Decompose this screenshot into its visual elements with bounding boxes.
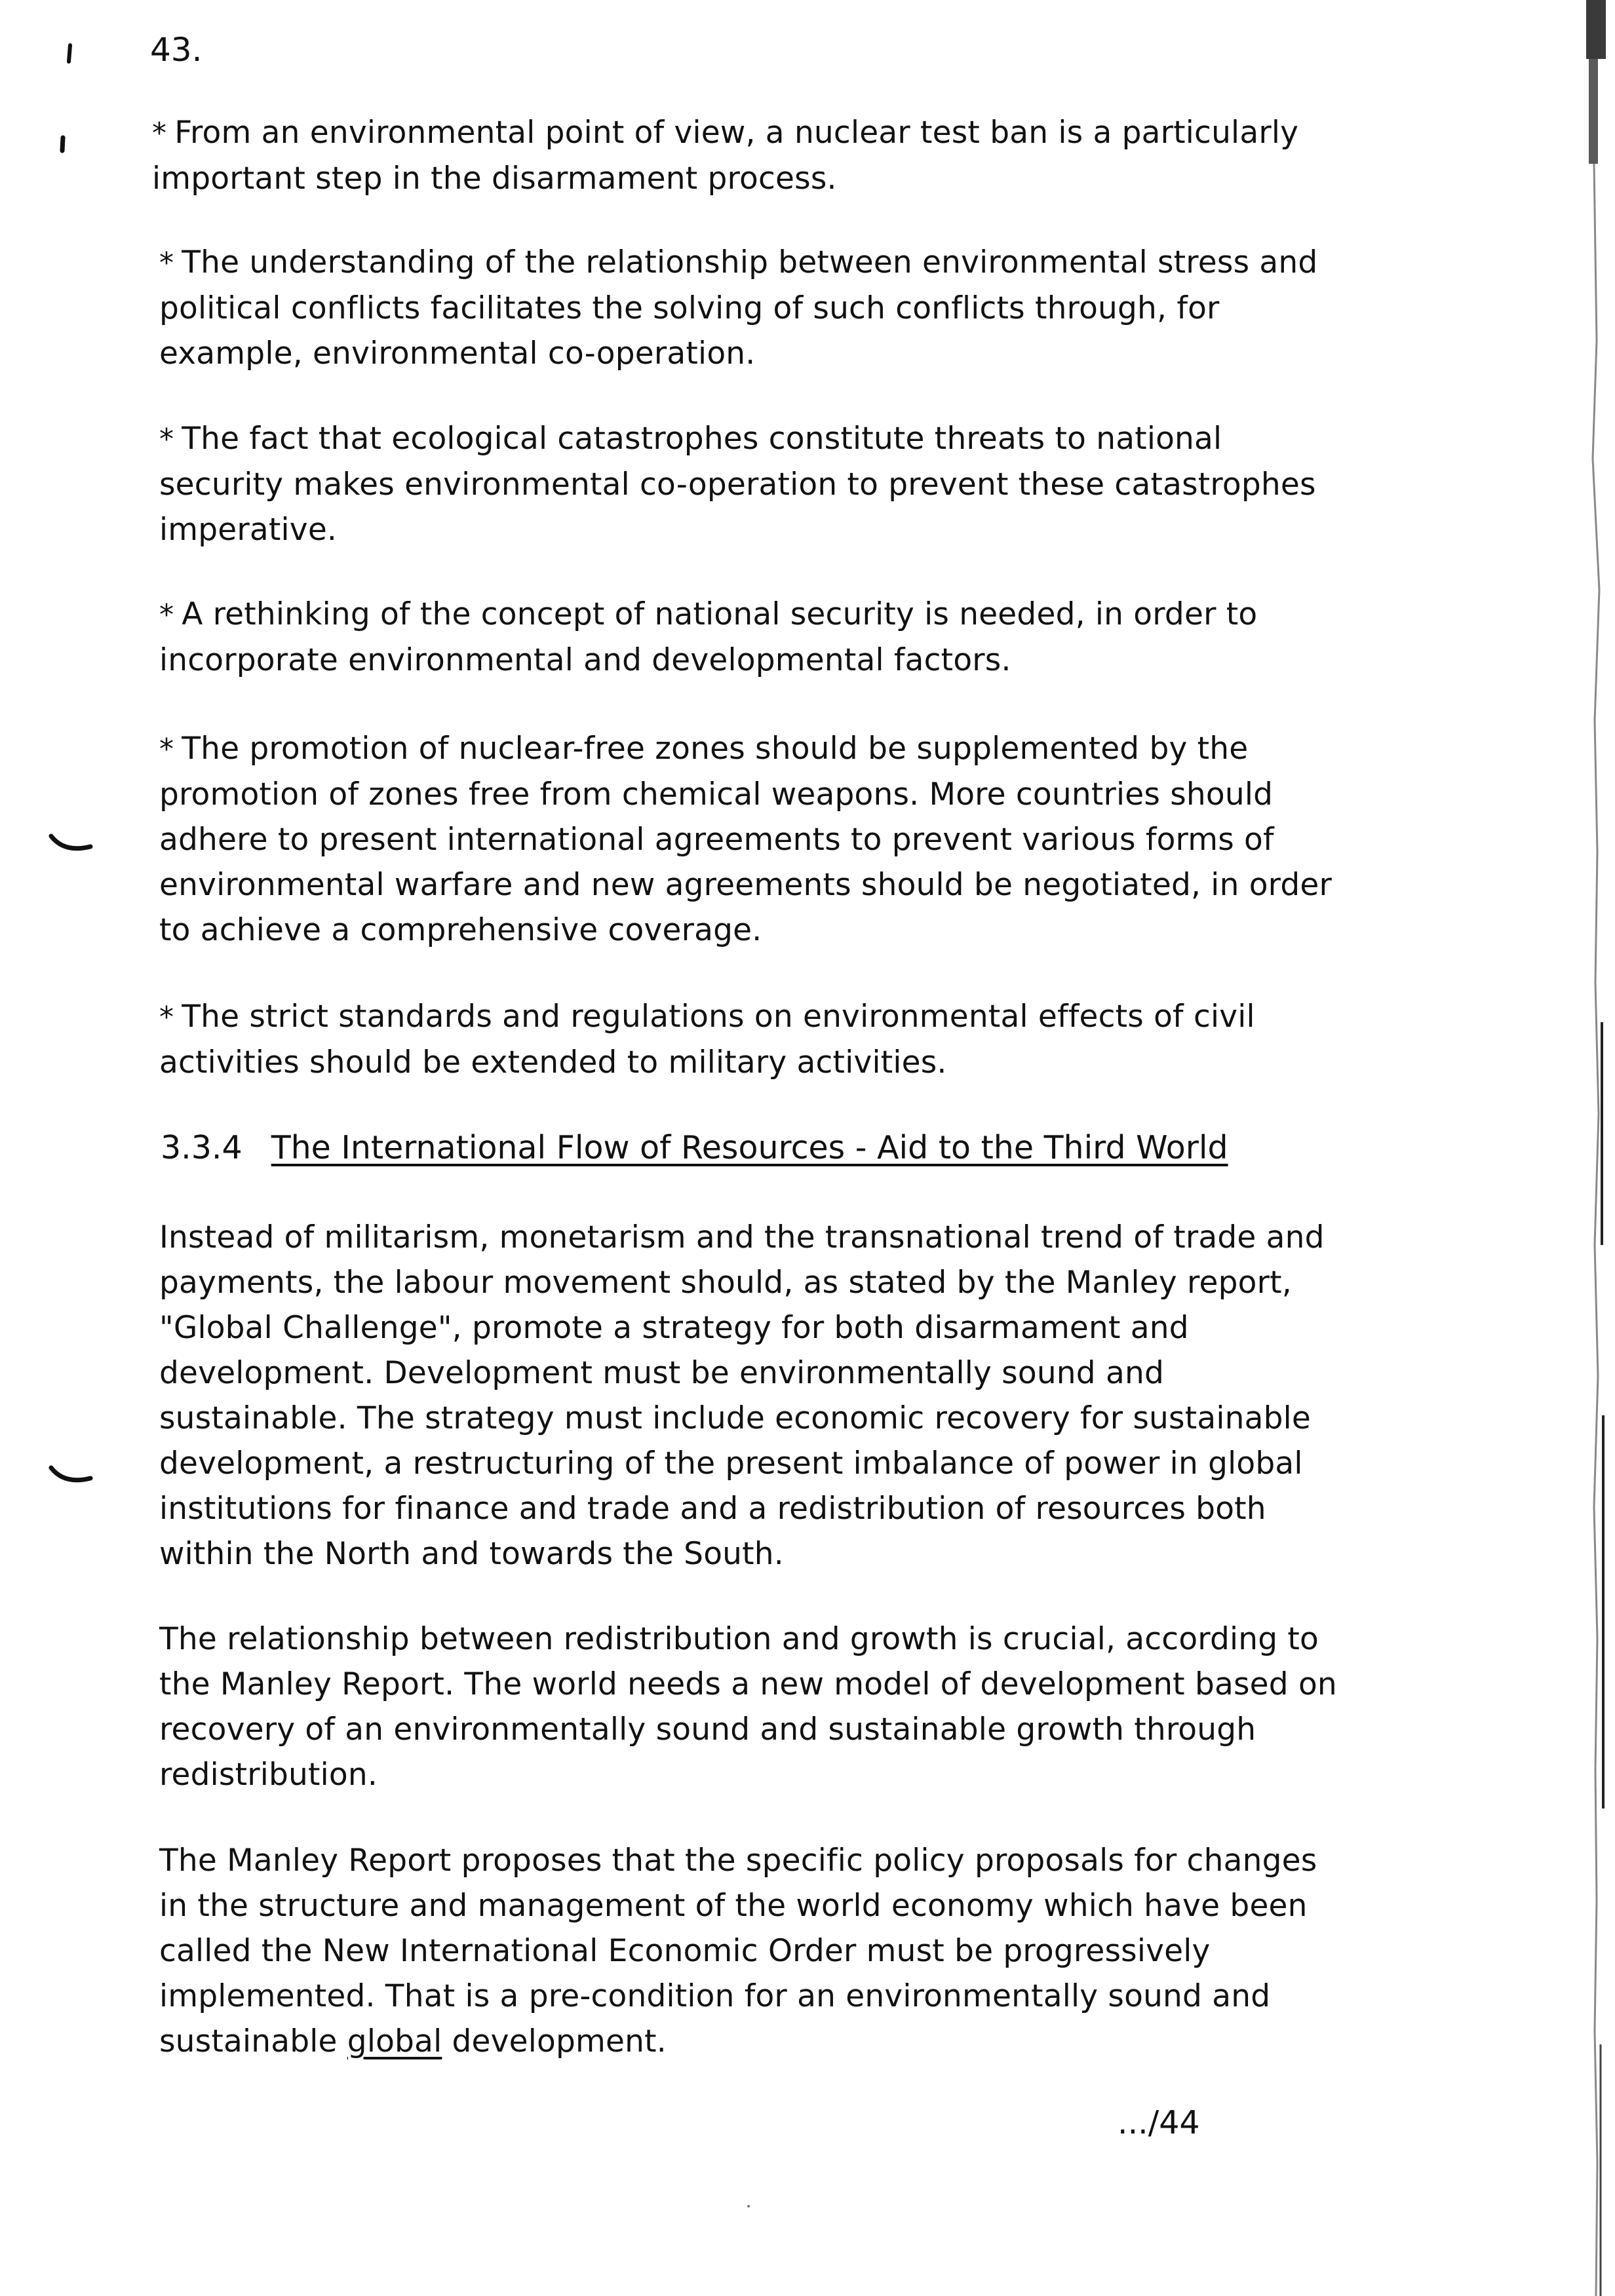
bullet-text: A rethinking of the concept of national security is needed, in order to incorporate environmental and developmental factors.: [159, 596, 1258, 678]
scan-edge-artifact: [1577, 0, 1615, 2296]
scan-dot: [746, 2204, 751, 2209]
bullet-item: [159, 592, 1352, 683]
body-paragraph: Instead of militarism, monetarism and the transnational trend of trade and payments, the labour movement should, as stated by the Manley report, "Global Challenge", promote a strategy for both disarmament and development. Development must be environmentally sound and sustainable. The strategy must include economic recovery for sustainable development, a restructuring of the present imbalance of power in global institutions for finance and trade and a redistribution of resources both within the North and towards the South.: [159, 1219, 1325, 1572]
next-page-indicator: .../44: [1118, 2104, 1200, 2141]
bullet-text: The strict standards and regulations on environmental effects of civil activities should be extended to military activities.: [159, 999, 1255, 1081]
bullet-item: [159, 994, 1352, 1085]
bullet-text: From an environmental point of view, a nuclear test ban is a particularly important step in the disarmament process.: [152, 115, 1299, 197]
bullet-item: [159, 726, 1352, 953]
bullet-star: *: [152, 117, 167, 150]
bullet-item: [159, 416, 1352, 552]
bullet-star: *: [159, 423, 174, 456]
bullet-star: *: [159, 733, 174, 766]
paragraph-text: development.: [452, 2023, 667, 2059]
bullet-star: *: [159, 246, 174, 280]
margin-check-mark: [49, 831, 94, 857]
underlined-word: global: [347, 2023, 442, 2059]
bullet-star: *: [159, 1001, 174, 1034]
page-number: 43.: [150, 31, 203, 69]
margin-check-mark: [49, 1463, 94, 1489]
bullet-text: The fact that ecological catastrophes constitute threats to national security makes environmental co-operation to prevent these catastrophes imperative.: [159, 421, 1316, 548]
body-paragraph: The relationship between redistribution and growth is crucial, according to the Manley Report. The world needs a new model of development based on recovery of an environmentally sound and sustainable growth through redistribution.: [159, 1621, 1337, 1793]
paragraph-text: The Manley Report proposes that the specific policy proposals for changes in the structure and management of the world economy which have been called the New International Economic Order must be progressively implemented. That is a pre-condition for an environmentally sound and sustainable: [159, 1843, 1317, 2059]
section-heading: [161, 1125, 1228, 1171]
bullet-star: *: [159, 598, 174, 632]
margin-dot-mark: [58, 135, 68, 155]
bullet-item: [152, 110, 1345, 201]
bullet-text: The promotion of nuclear-free zones should be supplemented by the promotion of zones free from chemical weapons. More countries should adhere to present international agreements to prevent various forms of environmental warfare and new agreements should be negotiated, in order to achieve a comprehensive coverage.: [159, 731, 1333, 948]
section-title: The International Flow of Resources - Aid to the Third World: [271, 1129, 1228, 1166]
bullet-item: [159, 240, 1352, 376]
bullet-text: The understanding of the relationship between environmental stress and political conflicts facilitates the solving of such conflicts through, for example, environmental co-operation.: [159, 244, 1318, 372]
section-number: 3.3.4: [161, 1129, 243, 1166]
body-paragraph: [159, 1838, 1352, 2064]
margin-tick-mark: [64, 43, 75, 64]
